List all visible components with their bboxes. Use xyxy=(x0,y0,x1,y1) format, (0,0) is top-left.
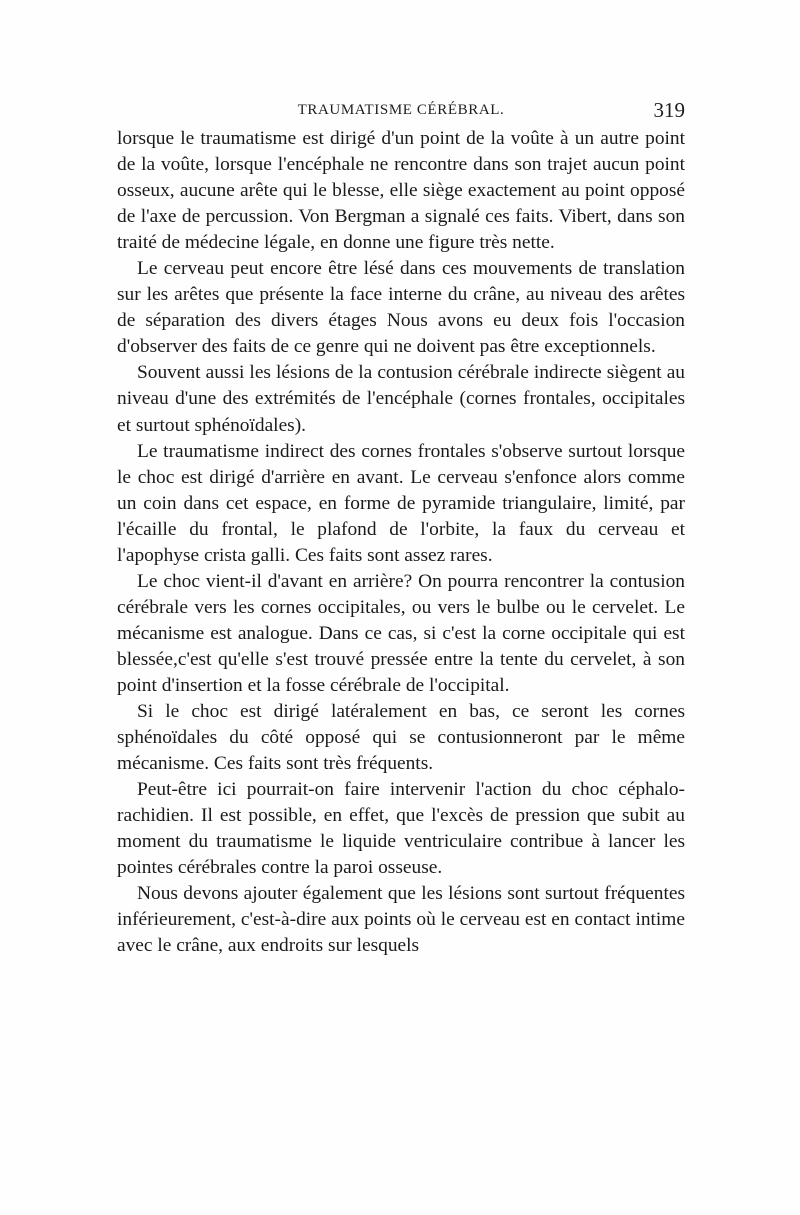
paragraph: Si le choc est dirigé latéralement en bas, ce seront les cornes sphénoïdales du côté opposé qui se contusionneront par le même mécanisme. Ces faits sont très fréquents. xyxy=(117,701,685,775)
paragraph-continued: lorsque le traumatisme est dirigé d'un point de la voûte à un autre point de la voûte, lorsque l'encéphale ne rencontre dans son trajet aucun point osseux, aucune arête qui le blesse, elle siège exactement au point opposé de l'axe de percussion. Von Bergman a signalé ces faits. Vibert, dans son traité de médecine légale, en donne une figure très nette. xyxy=(117,128,685,254)
paragraph: Le cerveau peut encore être lésé dans ces mouvements de translation sur les arêtes que présente la face interne du crâne, au niveau des arêtes de séparation des divers étages Nous avons eu deux fois l'occasion d'observer des faits de ce genre qui ne doivent pas être exceptionnels. xyxy=(117,258,685,358)
paragraph: Peut-être ici pourrait-on faire intervenir l'action du choc céphalo-rachidien. Il est possible, en effet, que l'excès de pression que subit au moment du traumatisme le liquide ventriculaire contribue à lancer les pointes cérébrales contre la paroi osseuse. xyxy=(117,779,685,879)
paragraph: Le traumatisme indirect des cornes frontales s'observe surtout lorsque le choc est dirigé d'arrière en avant. Le cerveau s'enfonce alors comme un coin dans cet espace, en forme de pyramide triangulaire, limité, par l'écaille du frontal, le plafond de l'orbite, la faux du cerveau et l'apophyse crista galli. Ces faits sont assez rares. xyxy=(117,440,685,566)
paragraph: Souvent aussi les lésions de la contusion cérébrale indirecte siègent au niveau d'une des extrémités de l'encéphale (cornes frontales, occipitales et surtout sphénoïdales). xyxy=(117,362,685,436)
paragraph: Nous devons ajouter également que les lésions sont surtout fréquentes inférieurement, c'est-à-dire aux points où le cerveau est en contact intime avec le crâne, aux endroits sur lesquels xyxy=(117,883,685,957)
body-text xyxy=(117,126,685,960)
page-header xyxy=(117,98,685,122)
page-number: 319 xyxy=(653,98,685,122)
paragraph: Le choc vient-il d'avant en arrière? On pourra rencontrer la contusion cérébrale vers les cornes occipitales, ou vers le bulbe ou le cervelet. Le mécanisme est analogue. Dans ce cas, si c'est la corne occipitale qui est blessée,c'est qu'elle s'est trouvé pressée entre la tente du cervelet, à son point d'insertion et la fosse cérébrale de l'occipital. xyxy=(117,570,685,696)
running-head: TRAUMATISME CÉRÉBRAL. xyxy=(297,102,505,118)
